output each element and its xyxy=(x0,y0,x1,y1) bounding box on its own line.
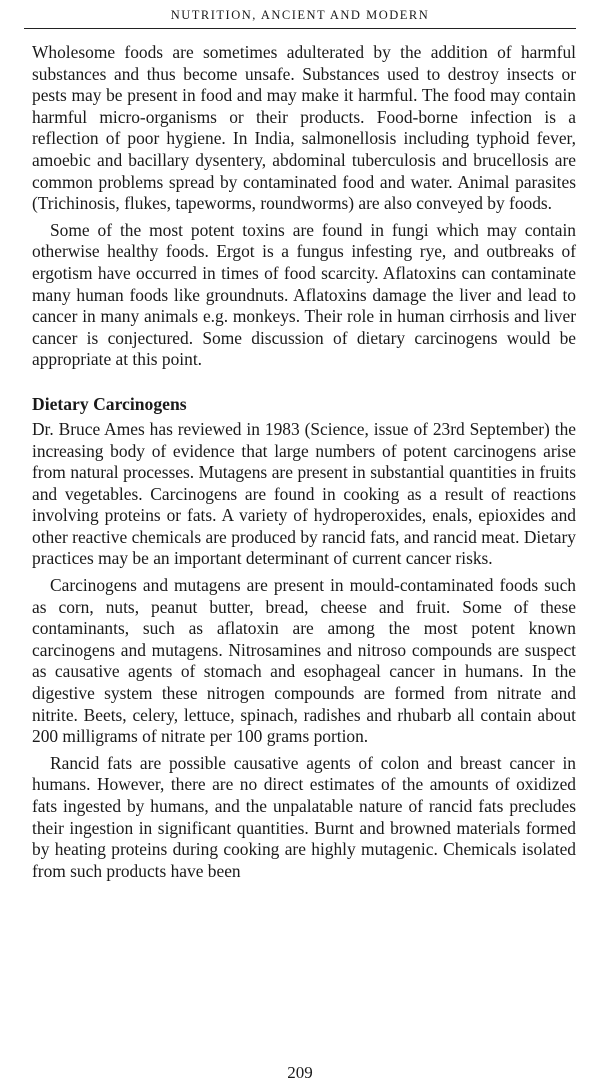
page-body xyxy=(32,42,576,887)
running-header: NUTRITION, ANCIENT AND MODERN xyxy=(24,8,576,29)
paragraph-rancid-fats: Rancid fats are possible causative agents of colon and breast cancer in humans. However, there are no direct estimates of the amounts of oxidized fats ingested by humans, and the unpalatable nature of rancid fats precludes their ingestion in significant quantities. Burnt and browned materials formed by heating proteins during cooking are highly mutagenic. Chemicals isolated from such products have been xyxy=(32,752,576,881)
paragraph-mould-contaminants: Carcinogens and mutagens are present in mould-contaminated foods such as corn, nuts, peanut butter, bread, cheese and fruit. Some of these contaminants, such as aflatoxin are among the most potent known carcinogens and mutagens. Nitrosamines and nitroso compounds are suspect as causative agents of stomach and esophageal cancer in humans. In the digestive system these nitrogen compounds are formed from nitrate and nitrite. Beets, celery, lettuce, spinach, radishes and rhubarb all contain about 200 milligrams of nitrate per 100 grams portion. xyxy=(32,575,576,747)
paragraph-food-adulteration: Wholesome foods are sometimes adulterated by the addition of harmful substances and thus become unsafe. Substances used to destroy insects or pests may be present in food and may make it harmful. The food may contain harmful micro-organisms or their products. Food-borne infection is a reflection of poor hygiene. In India, salmonellosis including typhoid fever, amoebic and bacillary dysentery, abdominal tuberculosis and brucellosis are common problems spread by contaminated food and water. Animal parasites (Trichinosis, flukes, tapeworms, roundworms) are also conveyed by foods. xyxy=(32,42,576,214)
paragraph-ames-review: Dr. Bruce Ames has reviewed in 1983 (Science, issue of 23rd September) the increasing body of evidence that large numbers of potent carcinogens arise from natural processes. Mutagens are present in substantial quantities in fruits and vegetables. Carcinogens are found in cooking as a result of reactions involving proteins or fats. A variety of hydroperoxides, enals, epioxides and other reactive chemicals are produced by rancid fats, and rancid meat. Dietary practices may be an important determinant of current cancer risks. xyxy=(32,418,576,569)
section-heading: Dietary Carcinogens xyxy=(32,393,187,414)
paragraph-fungal-toxins: Some of the most potent toxins are found in fungi which may contain otherwise healthy foods. Ergot is a fungus infesting rye, and outbreaks of ergotism have occurred in times of food scarcity. Aflatoxins can contaminate many human foods like groundnuts. Aflatoxins damage the liver and lead to cancer in many animals e.g. monkeys. Their role in human cirrhosis and liver cancer is conjectured. Some discussion of dietary carcinogens would be appropriate at this point. xyxy=(32,219,576,370)
page-number: 209 xyxy=(287,1063,313,1082)
